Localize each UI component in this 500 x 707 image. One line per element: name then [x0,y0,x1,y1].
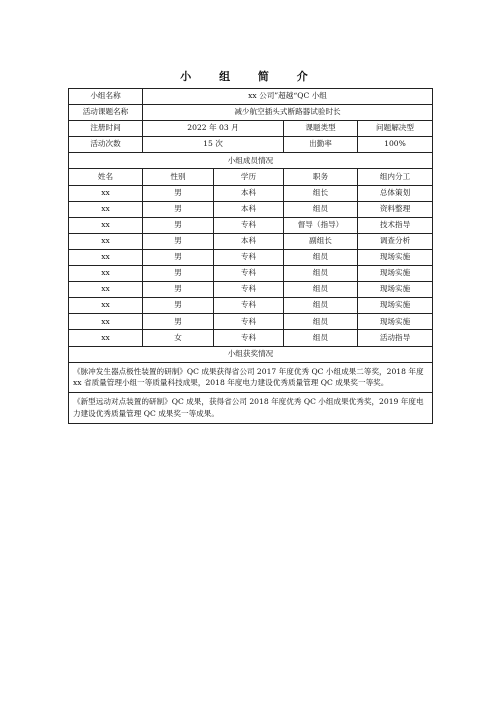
member-position: 组员 [284,201,358,217]
member-name: xx [69,330,143,346]
member-name: xx [69,282,143,298]
member-name: xx [69,201,143,217]
reg-time-value: 2022 年 03 月 [143,121,284,137]
attend-value: 100% [358,137,433,153]
member-education: 专科 [214,282,284,298]
header-position: 职务 [284,169,358,185]
table-row [69,282,433,298]
member-name: xx [69,266,143,282]
member-name: xx [69,185,143,201]
member-role: 现场实施 [358,298,433,314]
reg-time-label: 注册时间 [69,121,143,137]
member-name: xx [69,217,143,233]
member-gender: 男 [143,217,214,233]
member-position: 组员 [284,330,358,346]
header-role: 组内分工 [358,169,433,185]
members-header-row [69,169,433,185]
header-education: 学历 [214,169,284,185]
table-row [69,298,433,314]
member-education: 本科 [214,185,284,201]
table-row [69,266,433,282]
member-gender: 女 [143,330,214,346]
member-role: 现场实施 [358,266,433,282]
member-gender: 男 [143,201,214,217]
group-intro-table [68,88,433,424]
topic-value: 减少航空插头式断路器试验时长 [143,105,433,121]
member-gender: 男 [143,266,214,282]
member-education: 专科 [214,217,284,233]
member-name: xx [69,233,143,249]
type-label: 课题类型 [284,121,358,137]
topic-label: 活动课题名称 [69,105,143,121]
member-gender: 男 [143,185,214,201]
award-item-1: 《脉冲发生器点极性装置的研制》QC 成果获得省公司 2017 年度优秀 QC 小组成果二等奖，2018 年度 xx 省质量管理小组一等质量科技成果，2018 年度电力建设优秀质量管理 QC 成果奖一等奖。 [69,362,433,393]
attend-label: 出勤率 [284,137,358,153]
member-gender: 男 [143,298,214,314]
member-role: 现场实施 [358,282,433,298]
type-value: 问题解决型 [358,121,433,137]
member-role: 技术指导 [358,217,433,233]
member-education: 专科 [214,314,284,330]
group-name-value: xx 公司”超越“QC 小组 [143,89,433,105]
member-position: 组员 [284,314,358,330]
reg-time-row [69,121,433,137]
member-position: 组员 [284,249,358,265]
member-gender: 男 [143,314,214,330]
award-row [69,362,433,393]
member-role: 现场实施 [358,249,433,265]
members-section-title: 小组成员情况 [69,153,433,169]
group-intro-table-wrapper [68,88,432,424]
award-row [69,393,433,424]
header-name: 姓名 [69,169,143,185]
member-name: xx [69,314,143,330]
member-education: 本科 [214,201,284,217]
count-row [69,137,433,153]
member-position: 组员 [284,298,358,314]
table-row [69,233,433,249]
member-position: 组员 [284,266,358,282]
table-row [69,217,433,233]
table-row [69,330,433,346]
count-label: 活动次数 [69,137,143,153]
members-section-row [69,153,433,169]
member-role: 活动指导 [358,330,433,346]
table-row [69,201,433,217]
member-position: 副组长 [284,233,358,249]
member-name: xx [69,249,143,265]
awards-section-title: 小组获奖情况 [69,346,433,362]
table-row [69,185,433,201]
member-role: 现场实施 [358,314,433,330]
member-role: 总体策划 [358,185,433,201]
table-row [69,314,433,330]
member-rows [69,185,433,346]
header-gender: 性别 [143,169,214,185]
group-name-row [69,89,433,105]
group-name-label: 小组名称 [69,89,143,105]
awards-section-row [69,346,433,362]
member-position: 督导（指导） [284,217,358,233]
member-gender: 男 [143,233,214,249]
member-name: xx [69,298,143,314]
page-title: 小 组 简 介 [180,70,320,83]
member-role: 资料整理 [358,201,433,217]
member-gender: 男 [143,249,214,265]
award-item-2: 《新型远动对点装置的研制》QC 成果，获得省公司 2018 年度优秀 QC 小组成果优秀奖，2019 年度电力建设优秀质量管理 QC 成果奖一等成果。 [69,393,433,424]
member-education: 专科 [214,330,284,346]
member-gender: 男 [143,282,214,298]
member-education: 专科 [214,266,284,282]
member-education: 专科 [214,249,284,265]
topic-row [69,105,433,121]
count-value: 15 次 [143,137,284,153]
member-position: 组员 [284,282,358,298]
table-row [69,249,433,265]
member-position: 组长 [284,185,358,201]
member-education: 本科 [214,233,284,249]
member-role: 调查分析 [358,233,433,249]
member-education: 专科 [214,298,284,314]
